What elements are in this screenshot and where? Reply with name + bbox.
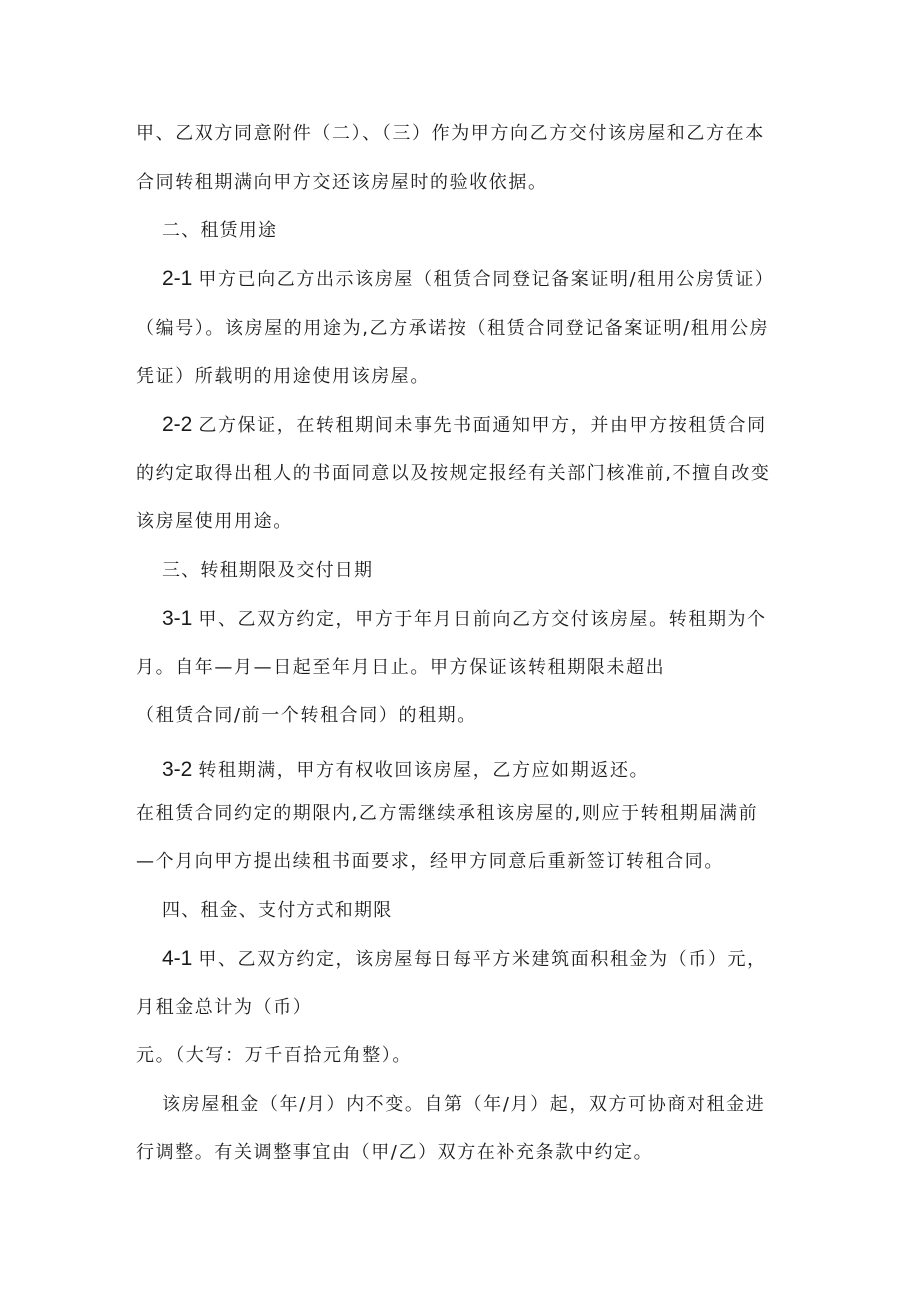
clause-2-1: 2-1 甲方已向乙方出示该房屋（租赁合同登记备案证明/租用公房赁证） bbox=[162, 267, 775, 290]
clause-number: 2-2 bbox=[162, 413, 193, 436]
paragraph-line: 甲、乙双方同意附件（二）、（三）作为甲方向乙方交付该房屋和乙方在本 bbox=[136, 123, 765, 144]
paragraph-line: 的约定取得出租人的书面同意以及按规定报经有关部门核准前,不擅自改变 bbox=[136, 463, 771, 484]
paragraph-line: （编号）。该房屋的用途为,乙方承诺按（租赁合同登记备案证明/租用公房 bbox=[136, 318, 770, 339]
clause-number: 3-2 bbox=[162, 758, 193, 781]
clause-3-1: 3-1 甲、乙双方约定，甲方于年月日前向乙方交付该房屋。转租期为个 bbox=[162, 607, 767, 630]
clause-2-2: 2-2 乙方保证，在转租期间未事先书面通知甲方，并由甲方按租赁合同 bbox=[162, 413, 767, 436]
section-heading-4: 四、租金、支付方式和期限 bbox=[162, 900, 393, 921]
clause-number: 4-1 bbox=[162, 947, 193, 970]
paragraph-line: 元。（大写：万千百拾元角整）。 bbox=[136, 1045, 412, 1066]
paragraph-line: 在租赁合同约定的期限内,乙方需继续承租该房屋的,则应于转租期届满前 bbox=[136, 803, 759, 824]
clause-number: 3-1 bbox=[162, 607, 193, 630]
paragraph-line: 凭证）所载明的用途使用该房屋。 bbox=[136, 366, 430, 387]
paragraph-line: 该房屋租金（年/月）内不变。自第（年/月）起，双方可协商对租金进 bbox=[162, 1094, 766, 1115]
section-heading-2: 二、租赁用途 bbox=[162, 220, 278, 241]
paragraph-line: （租赁合同/前一个转租合同）的租期。 bbox=[136, 705, 477, 726]
clause-number: 2-1 bbox=[162, 267, 193, 290]
paragraph-line: —个月向甲方提出续租书面要求，经甲方同意后重新签订转租合同。 bbox=[136, 851, 724, 872]
section-heading-3: 三、转租期限及交付日期 bbox=[162, 560, 374, 581]
clause-3-2: 3-2 转租期满，甲方有权收回该房屋，乙方应如期返还。 bbox=[162, 758, 650, 781]
paragraph-line: 月租金总计为（币） bbox=[136, 997, 313, 1018]
paragraph-line: 合同转租期满向甲方交还该房屋时的验收依据。 bbox=[136, 172, 548, 193]
paragraph-line: 月。自年—月—日起至年月日止。甲方保证该转租期限未超出 bbox=[136, 657, 666, 678]
paragraph-line: 该房屋使用用途。 bbox=[136, 511, 293, 532]
clause-4-1: 4-1 甲、乙双方约定，该房屋每日每平方米建筑面积租金为（币）元， bbox=[162, 947, 767, 970]
paragraph-line: 行调整。有关调整事宜由（甲/乙）双方在补充条款中约定。 bbox=[136, 1142, 654, 1163]
